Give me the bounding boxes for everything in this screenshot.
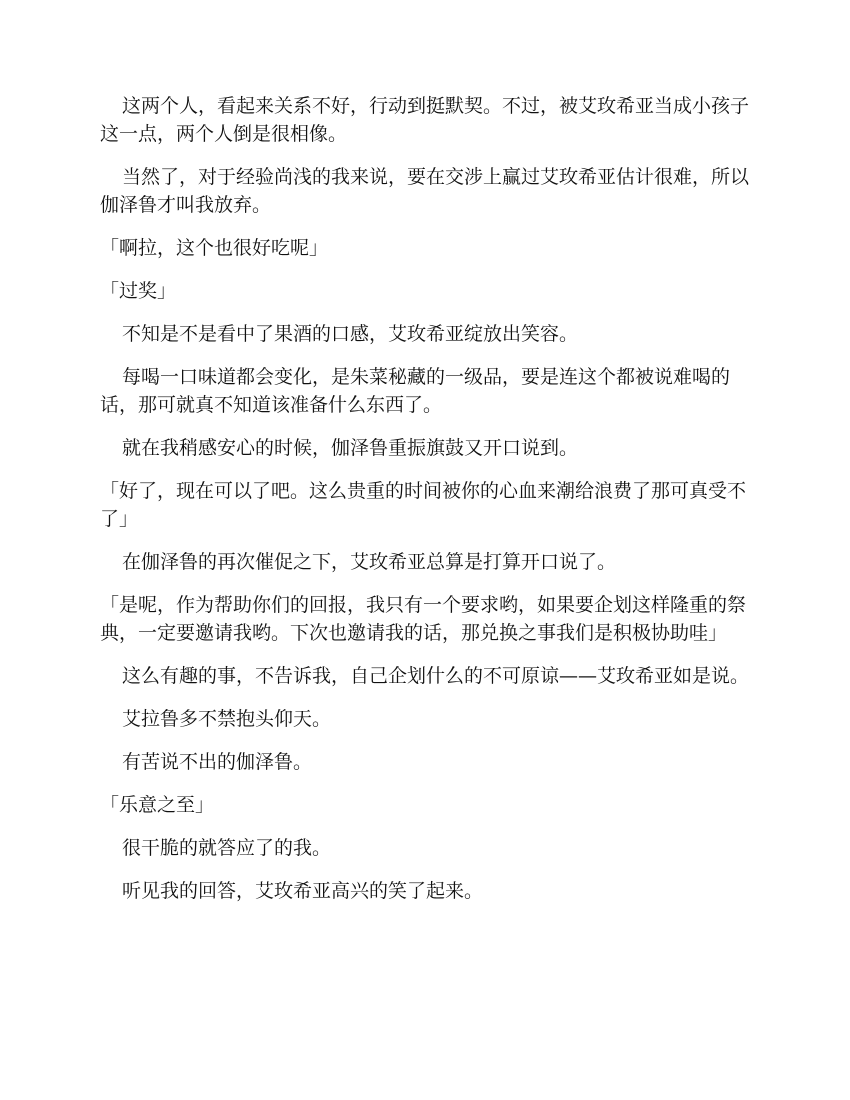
paragraph-8: 「好了，现在可以了吧。这么贵重的时间被你的心血来潮给浪费了那可真受不了」 — [100, 480, 747, 530]
paragraph-10: 「是呢，作为帮助你们的回报，我只有一个要求哟，如果要企划这样隆重的祭典，一定要邀请我哟。下次也邀请我的话，那兑换之事我们是积极协助哇」 — [100, 594, 747, 644]
paragraph-6: 每喝一口味道都会变化，是朱菜秘藏的一级品，要是连这个都被说难喝的话，那可就真不知道该准备什么东西了。 — [100, 366, 731, 416]
paragraph-11: 这么有趣的事，不告诉我，自己企划什么的不可原谅——艾玫希亚如是说。 — [122, 665, 750, 687]
paragraph-2: 当然了，对于经验尚浅的我来说，要在交涉上赢过艾玫希亚估计很难，所以伽泽鲁才叫我放弃。 — [100, 166, 750, 216]
paragraph-16: 听见我的回答，艾玫希亚高兴的笑了起来。 — [122, 880, 484, 902]
paragraph-9: 在伽泽鲁的再次催促之下，艾玫希亚总算是打算开口说了。 — [122, 551, 617, 573]
document-page — [100, 92, 750, 920]
paragraph-12: 艾拉鲁多不禁抱头仰天。 — [122, 708, 332, 730]
paragraph-5: 不知是不是看中了果酒的口感，艾玫希亚绽放出笑容。 — [122, 323, 579, 345]
paragraph-1: 这两个人，看起来关系不好，行动到挺默契。不过，被艾玫希亚当成小孩子这一点，两个人倒是很相像。 — [100, 95, 750, 145]
paragraph-15: 很干脆的就答应了的我。 — [122, 837, 332, 859]
paragraph-4: 「过奖」 — [100, 280, 177, 302]
paragraph-14: 「乐意之至」 — [100, 794, 215, 816]
paragraph-13: 有苦说不出的伽泽鲁。 — [122, 751, 313, 773]
paragraph-7: 就在我稍感安心的时候，伽泽鲁重振旗鼓又开口说到。 — [122, 437, 579, 459]
paragraph-3: 「啊拉，这个也很好吃呢」 — [100, 237, 329, 259]
